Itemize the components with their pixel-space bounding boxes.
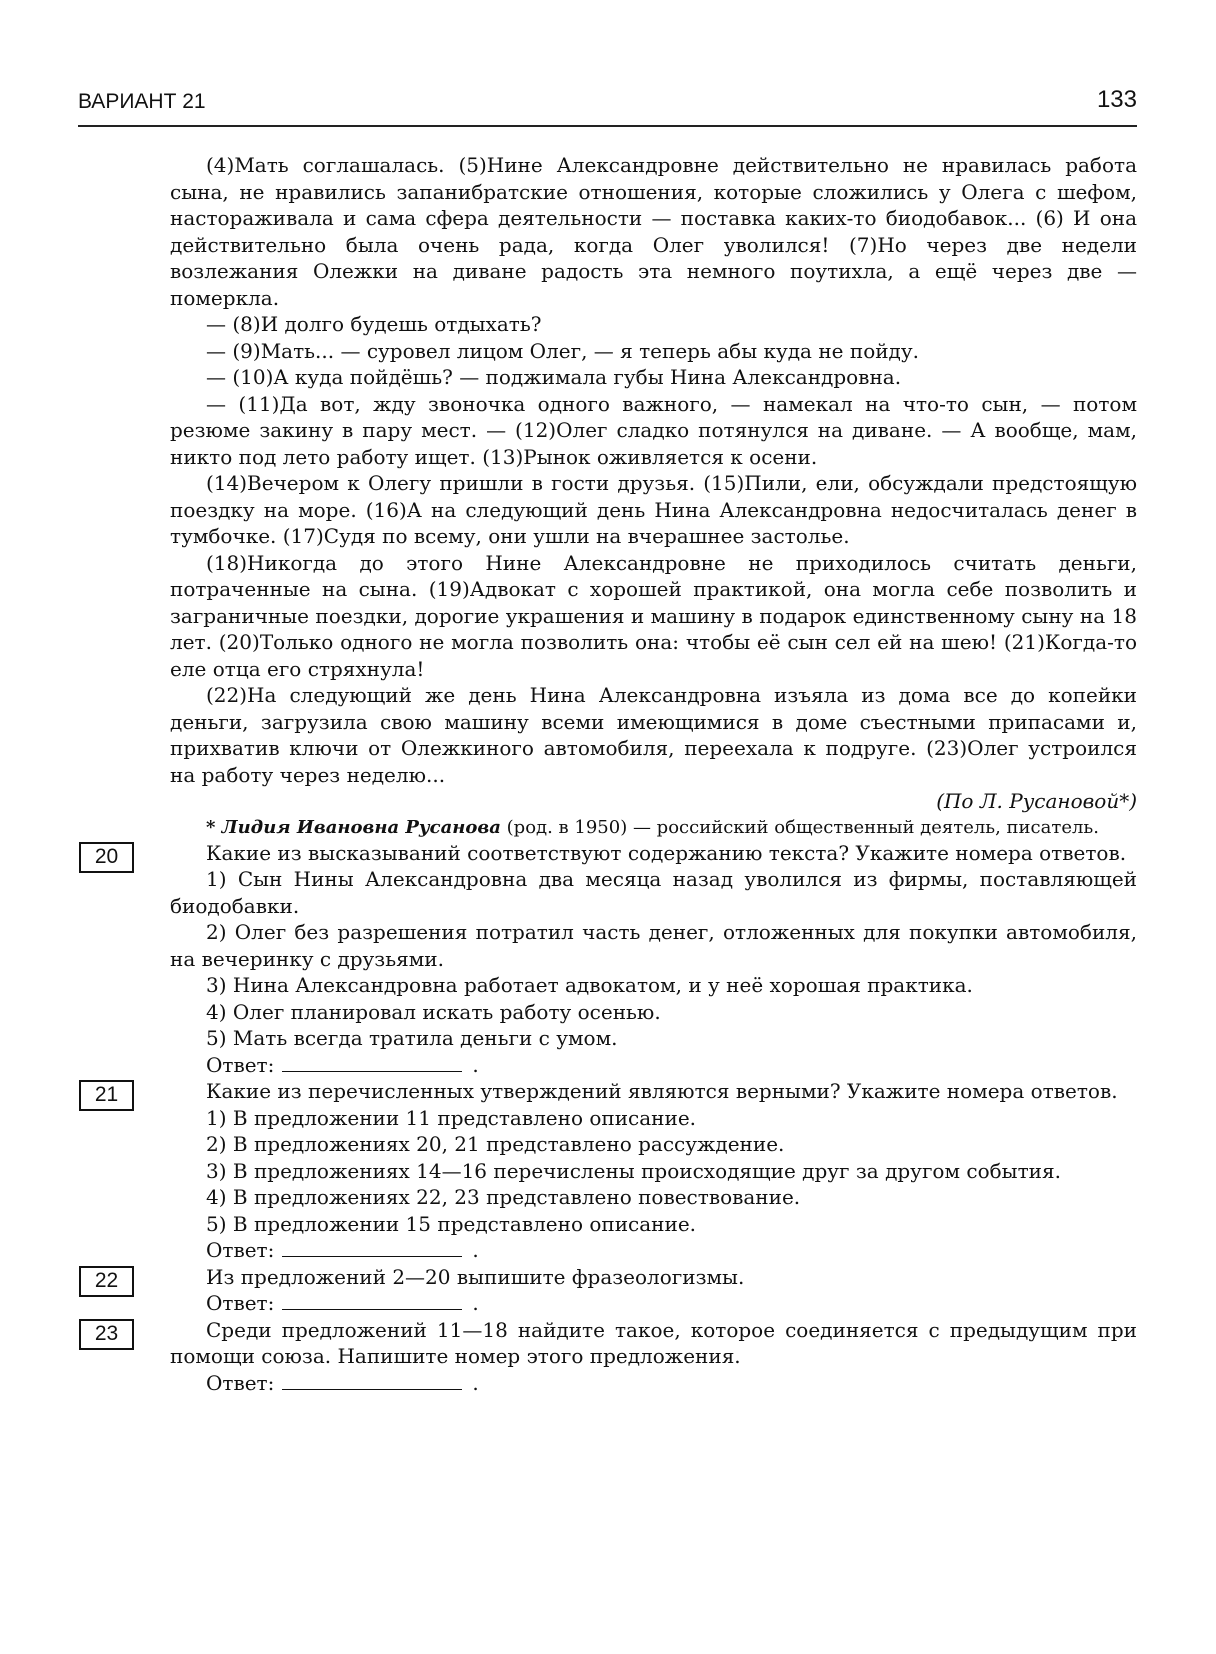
author-footnote — [170, 815, 1137, 840]
text-source: (По Л. Русановой*) — [936, 789, 1137, 813]
task-option: 4) В предложениях 22, 23 представлено повествование. — [206, 1185, 801, 1209]
task-option: 1) В предложении 11 представлено описание. — [206, 1105, 697, 1130]
answer-field[interactable] — [282, 1053, 462, 1072]
answer-end: . — [472, 1238, 479, 1262]
answer-row — [170, 1290, 1137, 1317]
answer-label: Ответ: — [206, 1291, 275, 1315]
answer-label: Ответ: — [206, 1052, 275, 1077]
task-question: Какие из перечисленных утверждений являются верными? Укажите номера ответов. — [206, 1079, 1118, 1103]
task-option: 3) Нина Александровна работает адвокатом, и у неё хорошая практика. — [206, 973, 973, 997]
text-paragraph: — (8)И долго будешь отдыхать? — [206, 312, 542, 336]
page-header — [78, 86, 1137, 114]
text-paragraph: (14)Вечером к Олегу пришли в гости друзья. (15)Пили, ели, обсуждали предстоящую поездку на море. (16)А на следующий день Нина Александровна недосчиталась денег в тумбочке. (17)Судя по всему, они ушли на вчерашнее застолье. — [170, 471, 1137, 548]
variant-title: ВАРИАНТ 21 — [78, 90, 206, 113]
reading-text — [170, 152, 1137, 788]
main-content — [94, 152, 1137, 1396]
answer-label: Ответ: — [206, 1370, 275, 1395]
answer-row — [170, 1052, 1137, 1079]
task-option: 5) В предложении 15 представлено описание. — [206, 1211, 697, 1236]
task-option: 3) В предложениях 14—16 перечислены происходящие друг за другом события. — [206, 1158, 1061, 1183]
footnote-text: (род. в 1950) — российский общественный деятель, писатель. — [500, 816, 1099, 838]
task-number-box: 23 — [79, 1319, 134, 1350]
answer-row — [170, 1237, 1137, 1264]
task-number-box: 21 — [79, 1080, 134, 1111]
answer-end: . — [472, 1291, 479, 1315]
answer-end: . — [472, 1370, 479, 1395]
answer-field[interactable] — [282, 1238, 462, 1257]
task-option: 2) В предложениях 20, 21 представлено рассуждение. — [206, 1132, 785, 1156]
answer-row — [170, 1370, 1137, 1397]
task-23 — [94, 1317, 1137, 1397]
task-question: Какие из высказываний соответствуют содержанию текста? Укажите номера ответов. — [206, 840, 1127, 865]
page-number: 133 — [1096, 86, 1137, 113]
task-number-box: 22 — [79, 1266, 134, 1297]
header-rule — [78, 125, 1137, 127]
task-22 — [94, 1264, 1137, 1317]
task-number-box: 20 — [79, 842, 134, 873]
text-paragraph: (22)На следующий же день Нина Александровна изъяла из дома все до копейки деньги, загрузила свою машину всеми имеющимися в доме съестными припасами и, прихватив ключи от Олежкиного автомобиля, переехала к подруге. (23)Олег устроился на работу через неделю... — [170, 683, 1137, 787]
text-paragraph: — (11)Да вот, жду звоночка одного важного, — намекал на что-то сын, — потом резюме закину в пару мест. — (12)Олег сладко потянулся на диване. — А вообще, мам, никто под лето работу ищет. (13)Рынок оживляется к осени. — [170, 391, 1137, 469]
answer-end: . — [472, 1052, 479, 1077]
task-option: 2) Олег без разрешения потратил часть денег, отложенных для покупки автомобиля, на вечеринку с друзьями. — [170, 920, 1137, 971]
footnote-author: * Лидия Ивановна Русанова — [206, 816, 501, 838]
task-question: Из предложений 2—20 выпишите фразеологизмы. — [206, 1264, 745, 1289]
task-option: 1) Сын Нины Александровна два месяца назад уволился из фирмы, поставляющей биодобавки. — [170, 867, 1137, 918]
text-paragraph: (4)Мать соглашалась. (5)Нине Александровне действительно не нравилась работа сына, не нравились запанибратские отношения, которые сложились у Олега с шефом, настораживала и сама сфера деятельности — поставка каких-то биодобавок... (6) И она действительно была очень рада, когда Олег уволился! (7)Но через две недели возлежания Олежки на диване радость эта немного поутихла, а ещё через две — померкла. — [170, 153, 1137, 310]
text-paragraph: — (10)А куда пойдёшь? — поджимала губы Нина Александровна. — [206, 365, 902, 389]
task-21 — [94, 1078, 1137, 1264]
text-paragraph: — (9)Мать... — суровел лицом Олег, — я теперь абы куда не пойду. — [206, 338, 919, 363]
task-option: 4) Олег планировал искать работу осенью. — [206, 999, 661, 1024]
task-question: Среди предложений 11—18 найдите такое, которое соединяется с предыдущим при помощи союза. Напишите номер этого предложения. — [170, 1317, 1137, 1368]
text-paragraph: (18)Никогда до этого Нине Александровне не приходилось считать деньги, потраченные на сына. (19)Адвокат с хорошей практикой, она могла себе позволить и заграничные поездки, дорогие украшения и машину в подарок единственному сыну на 18 лет. (20)Только одного не могла позволить она: чтобы её сын сел ей на шею! (21)Когда-то еле отца его стряхнула! — [170, 550, 1137, 681]
answer-field[interactable] — [282, 1371, 462, 1390]
answer-field[interactable] — [282, 1291, 462, 1310]
task-20 — [94, 840, 1137, 1079]
answer-label: Ответ: — [206, 1238, 275, 1262]
task-option: 5) Мать всегда тратила деньги с умом. — [206, 1026, 618, 1050]
